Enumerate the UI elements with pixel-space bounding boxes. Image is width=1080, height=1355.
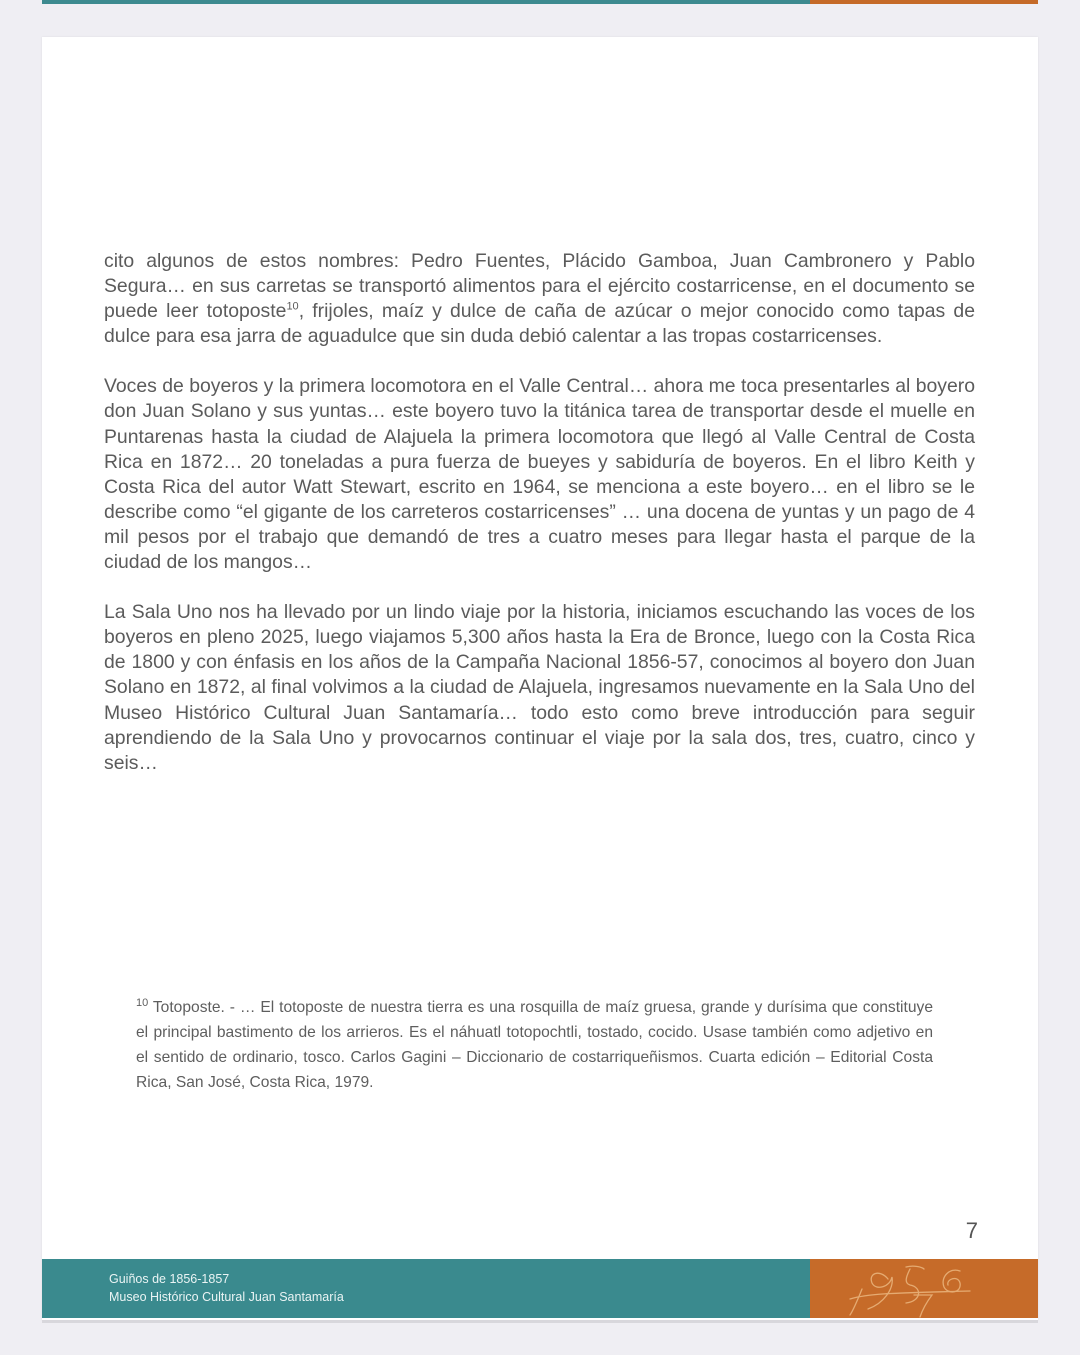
footnote	[136, 995, 933, 1095]
top-strip-teal	[42, 0, 810, 4]
page-footer	[42, 1259, 1038, 1318]
paragraph-1-part-a: cito algunos de estos nombres: Pedro Fuentes, Plácido Gamboa, Juan Cambronero y Pablo Segura… en sus carretas se transportó alimentos para el ejército costarricense, en el documento se puede leer totoposte	[104, 250, 975, 323]
document-page	[42, 37, 1038, 1320]
year-signature-ornament-icon	[810, 1259, 1038, 1318]
footnote-number: 10	[136, 996, 149, 1009]
paragraph-3: La Sala Uno nos ha llevado por un lindo viaje por la historia, iniciamos escuchando las voces de los boyeros en pleno 2025, luego viajamos 5,300 años hasta la Era de Bronce, luego con la Costa Rica de 1800 y con énfasis en los años de la Campaña Nacional 1856-57, conocimos al boyero don Juan Solano en 1872, al final volvimos a la ciudad de Alajuela, ingresamos nuevamente en la Sala Uno del Museo Histórico Cultural Juan Santamaría… todo esto como breve introducción para seguir aprendiendo de la Sala Uno y provocarnos continuar el viaje por la sala dos, tres, cuatro, cinco y seis…	[104, 601, 975, 774]
paragraph-1	[104, 249, 975, 349]
paragraph-1-part-b: , frijoles, maíz y dulce de caña de azúcar o mejor conocido como tapas de dulce para esa jarra de aguadulce que sin duda debió calentar a las tropas costarricenses.	[104, 300, 976, 348]
body-text	[104, 249, 975, 801]
footer-orange-band	[810, 1259, 1038, 1318]
paragraph-2: Voces de boyeros y la primera locomotora en el Valle Central… ahora me toca presentarles al boyero don Juan Solano y sus yuntas… este boyero tuvo la titánica tarea de transportar desde el muelle en Puntarenas hasta la ciudad de Alajuela la primera locomotora que llegó al Valle Central de Costa Rica en 1872… 20 toneladas a pura fuerza de bueyes y sabiduría de boyeros. En el libro Keith y Costa Rica del autor Watt Stewart, escrito en 1964, se menciona a este boyero… en el libro se le describe como “el gigante de los carreteros costarricenses” … una docena de yuntas y un pago de 4 mil pesos por el trabajo que demandó de tres a cuatro meses para llegar hasta el parque de la ciudad de los mangos…	[104, 375, 975, 574]
footnote-reference[interactable]: 10	[286, 300, 299, 313]
footer-teal-band	[42, 1259, 810, 1318]
page-number: 7	[965, 1218, 978, 1243]
top-strip-orange	[810, 0, 1038, 4]
top-color-strip	[42, 0, 1038, 4]
footer-museum-name: Museo Histórico Cultural Juan Santamaría	[109, 1290, 344, 1304]
page-bottom-edge	[42, 1320, 1038, 1323]
footer-publication-title: Guiños de 1856-1857	[109, 1272, 230, 1286]
footnote-text: Totoposte. - … El totoposte de nuestra tierra es una rosquilla de maíz gruesa, grande y durísima que constituye el principal bastimento de los arrieros. Es el náhuatl totopochtli, tostado, cocido. Usase también como adjetivo en el sentido de ordinario, tosco. Carlos Gagini – Diccionario de costarriqueñismos. Cuarta edición – Editorial Costa Rica, San José, Costa Rica, 1979.	[136, 999, 933, 1091]
